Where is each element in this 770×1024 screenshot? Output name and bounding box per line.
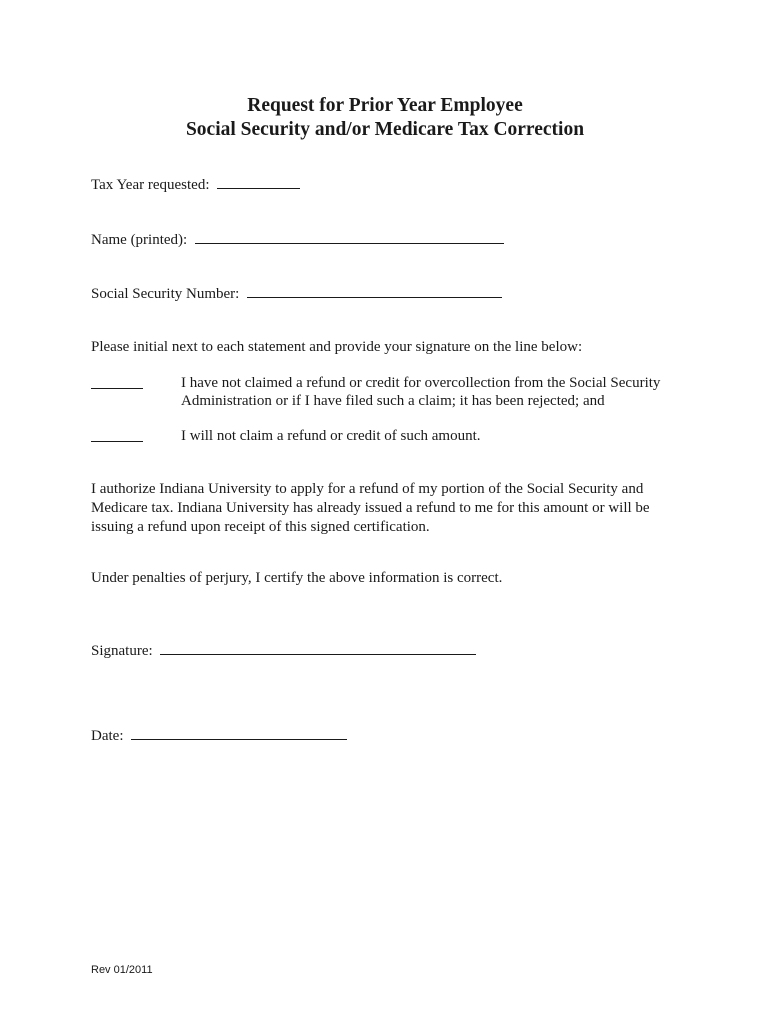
name-row (91, 231, 504, 249)
statement-1: I have not claimed a refund or credit for overcollection from the Social Security Administration or if I have filed such a claim; it has been rejected; and (181, 375, 661, 409)
name-label: Name (printed): (91, 232, 188, 248)
date-label: Date: (91, 728, 124, 744)
tax-year-label: Tax Year requested: (91, 177, 210, 193)
initial-field-1[interactable] (91, 374, 143, 389)
date-field[interactable] (131, 727, 347, 740)
ssn-label: Social Security Number: (91, 286, 240, 302)
signature-label: Signature: (91, 643, 153, 659)
ssn-row (91, 285, 502, 303)
tax-year-field[interactable] (217, 176, 300, 189)
ssn-field[interactable] (247, 285, 502, 298)
authorization-paragraph: I authorize Indiana University to apply for a refund of my portion of the Social Security and Medicare tax. Indiana University has already issued a refund to me for this amount or will be issuing a refund upon receipt of this signed certification. (91, 481, 650, 535)
name-field[interactable] (195, 231, 504, 244)
date-row (91, 727, 347, 745)
document-title-line-1: Request for Prior Year Employee (247, 95, 523, 116)
signature-row (91, 642, 476, 660)
statement-2: I will not claim a refund or credit of such amount. (181, 428, 481, 444)
document-title-line-2: Social Security and/or Medicare Tax Correction (185, 119, 585, 140)
initial-field-2[interactable] (91, 427, 143, 442)
certification-text: Under penalties of perjury, I certify the above information is correct. (91, 570, 503, 586)
instruction-text: Please initial next to each statement and provide your signature on the line below: (91, 339, 583, 355)
tax-year-row (91, 176, 300, 194)
signature-field[interactable] (160, 642, 476, 655)
revision-note: Rev 01/2011 (91, 964, 153, 976)
